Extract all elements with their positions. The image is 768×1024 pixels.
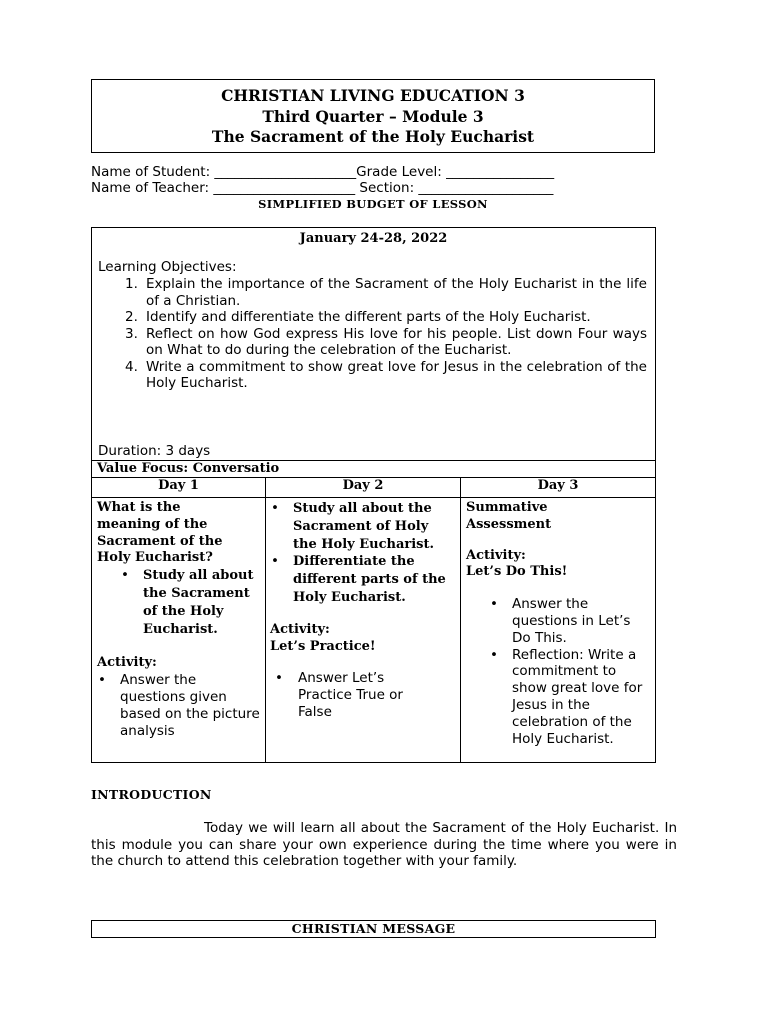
- day2-bullet-text: Differentiate the different parts of the Holy Eucharist.: [293, 554, 446, 605]
- day3-bullet: [466, 647, 652, 748]
- module-title: The Sacrament of the Holy Eucharist: [211, 127, 535, 146]
- day2-bullet-text: Study all about the Sacrament of Holy the Holy Eucharist.: [293, 501, 435, 552]
- module-header: [91, 79, 655, 153]
- bullet-icon: •: [271, 500, 279, 516]
- divider: [92, 497, 655, 498]
- objective-number: 3.: [125, 325, 138, 342]
- day3-cell: [466, 500, 652, 747]
- subject-title: CHRISTIAN LIVING EDUCATION 3: [221, 86, 525, 105]
- introduction-title: INTRODUCTION: [91, 787, 212, 802]
- day2-cell: [270, 500, 456, 721]
- day1-header: Day 1: [158, 478, 199, 493]
- objectives-list: [125, 276, 647, 392]
- lesson-budget-table: [91, 227, 656, 763]
- day1-bullet: [97, 567, 261, 638]
- objective-item: [125, 359, 647, 392]
- column-divider: [265, 477, 266, 763]
- value-focus: Value Focus: Conversatio: [97, 461, 280, 476]
- objective-item: [125, 309, 647, 326]
- objective-number: 4.: [125, 358, 138, 375]
- budget-title: SIMPLIFIED BUDGET OF LESSON: [258, 197, 488, 211]
- objective-number: 2.: [125, 309, 138, 325]
- day3-bullet-text: Answer the questions in Let’s Do This.: [512, 596, 631, 646]
- objective-text: Identify and differentiate the different parts of the Holy Eucharist.: [146, 309, 591, 325]
- day2-header: Day 2: [342, 478, 384, 493]
- day1-activity-bullet: [97, 672, 261, 739]
- bullet-icon: •: [490, 596, 498, 613]
- bullet-icon: •: [275, 670, 283, 687]
- day3-bullet: [466, 596, 637, 646]
- column-divider: [460, 477, 461, 763]
- day2-bullet: [270, 500, 456, 553]
- objective-number: 1.: [125, 276, 138, 292]
- introduction-body: Today we will learn all about the Sacrament of the Holy Eucharist. In this module you can share your own experience during the time where you were in the church to attend this celebration together with your family.: [91, 820, 677, 869]
- day1-bullet-text: Study all about the Sacrament of the Holy Eucharist.: [143, 568, 254, 637]
- day2-bullet: [270, 553, 456, 606]
- day2-activity-bullet: [270, 670, 418, 720]
- objective-item: [125, 326, 647, 359]
- objectives-label: Learning Objectives:: [98, 259, 237, 275]
- bullet-icon: •: [490, 646, 498, 663]
- quarter-module: Third Quarter – Module 3: [262, 106, 484, 126]
- duration: Duration: 3 days: [98, 443, 211, 459]
- day2-activity-text: Answer Let’s Practice True or False: [298, 670, 403, 720]
- objective-text: Write a commitment to show great love for Jesus in the celebration of the Holy Eucharist.: [146, 358, 647, 391]
- day1-question: What is the meaning of the Sacrament of the Holy Eucharist?: [97, 500, 223, 566]
- bullet-icon: •: [98, 672, 106, 689]
- objective-text: Reflect on how God express His love for his people. List down Four ways on What to do during the celebration of the Eucharist.: [146, 325, 647, 358]
- day3-activity-label: Activity:: [466, 547, 526, 563]
- day2-activity-label: Activity:: [270, 621, 330, 637]
- christian-message-heading: CHRISTIAN MESSAGE: [91, 920, 656, 938]
- day2-activity-name: Let’s Practice!: [270, 638, 376, 654]
- day1-activity-text: Answer the questions given based on the picture analysis: [120, 672, 260, 739]
- student-info-line: Name of Student: _____________________Grade Level: ________________: [91, 164, 555, 180]
- introduction-text: [91, 820, 677, 870]
- teacher-info-line: Name of Teacher: _____________________ Section: ____________________: [91, 180, 554, 196]
- lesson-date: January 24-28, 2022: [299, 231, 448, 246]
- day3-title: Summative Assessment: [466, 500, 552, 532]
- day1-activity-label: Activity:: [97, 655, 157, 671]
- day1-cell: [97, 500, 261, 739]
- day3-bullet-text: Reflection: Write a commitment to show great love for Jesus in the celebration of the Holy Eucharist.: [512, 646, 643, 747]
- objective-item: [125, 276, 647, 309]
- day3-header: Day 3: [537, 478, 579, 493]
- bullet-icon: •: [271, 553, 279, 570]
- day3-activity-name: Let’s Do This!: [466, 564, 568, 580]
- objective-text: Explain the importance of the Sacrament of the Holy Eucharist in the life of a Christian.: [146, 276, 647, 309]
- bullet-icon: •: [121, 567, 129, 584]
